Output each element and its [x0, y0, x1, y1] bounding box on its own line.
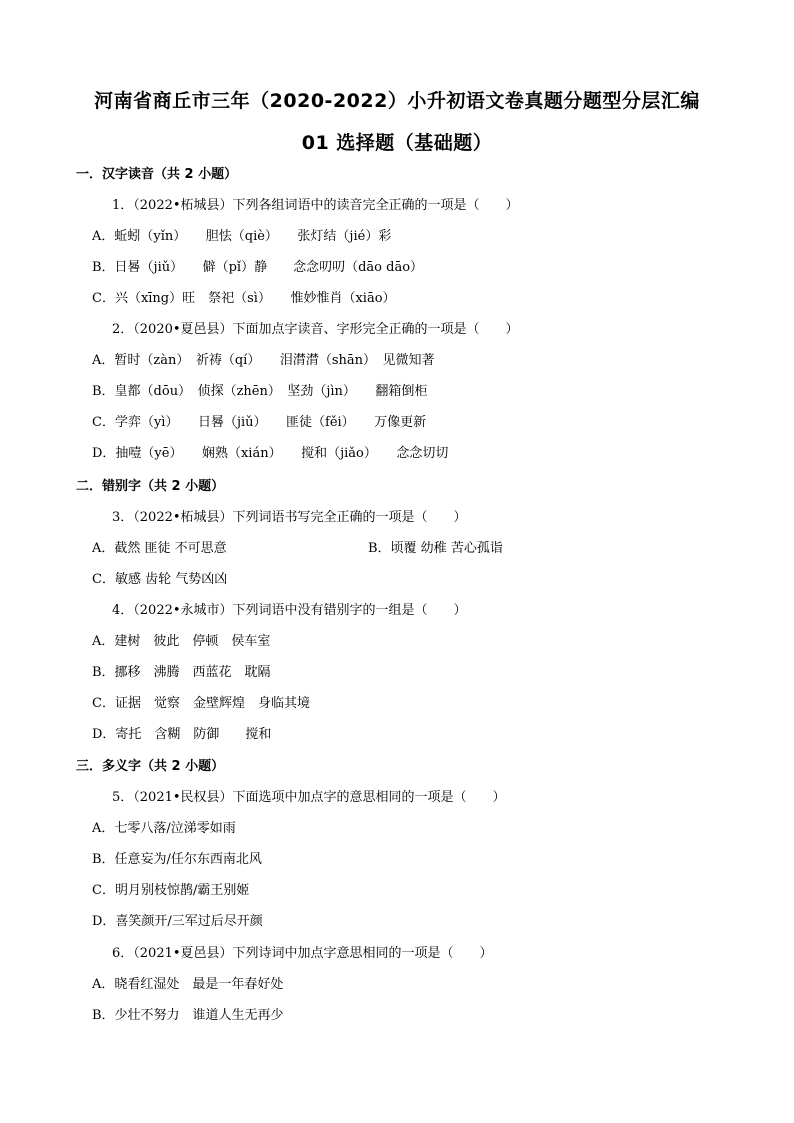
question-5-option-c: C．明月别枝惊鹊/霸王别姬 — [92, 883, 250, 898]
question-4-option-c: C．证据 觉察 金壁辉煌 身临其境 — [92, 696, 310, 711]
section-heading-polysemy: 三．多义字（共 2 小题） — [76, 759, 225, 774]
question-6-option-a: A．晓看红湿处 最是一年春好处 — [92, 977, 284, 992]
section-heading-pronunciation: 一．汉字读音（共 2 小题） — [76, 167, 238, 182]
question-5-option-d: D．喜笑颜开/三军过后尽开颜 — [92, 914, 263, 929]
question-5-stem: 5．（2021•民权县）下面选项中加点字的意思相同的一项是（ ） — [112, 790, 506, 805]
question-4-option-d: D．寄托 含糊 防御 搅和 — [92, 727, 272, 742]
section-heading-typos: 二．错别字（共 2 小题） — [76, 479, 225, 494]
question-1-stem: 1．（2022•柘城县）下列各组词语中的读音完全正确的一项是（ ） — [112, 198, 519, 213]
question-6-stem: 6．（2021•夏邑县）下列诗词中加点字意思相同的一项是（ ） — [112, 946, 493, 961]
question-4-option-b: B．挪移 沸腾 西蓝花 耽隔 — [92, 665, 271, 680]
question-2-stem: 2．（2020•夏邑县）下面加点字读音、字形完全正确的一项是（ ） — [112, 322, 519, 337]
question-2-option-b: B．皇都（dōu） 侦探（zhēn） 坚劲（jìn） 翻箱倒柜 — [92, 384, 428, 399]
question-4-option-a: A．建树 彼此 停顿 侯车室 — [92, 634, 271, 649]
question-3-stem: 3．（2022•柘城县）下列词语书写完全正确的一项是（ ） — [112, 510, 467, 525]
question-2-option-d: D．抽噎（yē） 娴熟（xián） 搅和（jiǎo） 念念切切 — [92, 446, 449, 461]
question-1-option-a: A．蚯蚓（yǐn） 胆怯（qiè） 张灯结（jié）彩 — [92, 229, 392, 244]
question-1-option-c: C．兴（xīng）旺 祭祀（sì） 惟妙惟肖（xiāo） — [92, 291, 396, 306]
document-subtitle: 01 选择题（基础题） — [301, 132, 493, 154]
question-2-option-c: C．学弈（yì） 日晷（jiǔ） 匪徒（fěi） 万像更新 — [92, 415, 427, 430]
question-2-option-a: A．暂时（zàn） 祈祷（qí） 泪潸潸（shān） 见微知著 — [92, 353, 435, 368]
question-3-option-a: A．截然 匪徒 不可思意 — [92, 541, 227, 556]
question-3-option-b: B．顷覆 幼稚 苦心孤诣 — [368, 541, 503, 556]
question-3-option-c: C．敏感 齿轮 气势凶凶 — [92, 572, 228, 587]
question-4-stem: 4．（2022•永城市）下列词语中没有错别字的一组是（ ） — [112, 603, 467, 618]
question-5-option-b: B．任意妄为/任尔东西南北风 — [92, 852, 262, 867]
question-5-option-a: A．七零八落/泣涕零如雨 — [92, 821, 236, 836]
question-6-option-b: B．少壮不努力 谁道人生无再少 — [92, 1008, 284, 1023]
document-title: 河南省商丘市三年（2020-2022）小升初语文卷真题分题型分层汇编 — [94, 90, 700, 112]
question-1-option-b: B．日晷（jiǔ） 僻（pǐ）静 念念叨叨（dāo dāo） — [92, 260, 424, 275]
